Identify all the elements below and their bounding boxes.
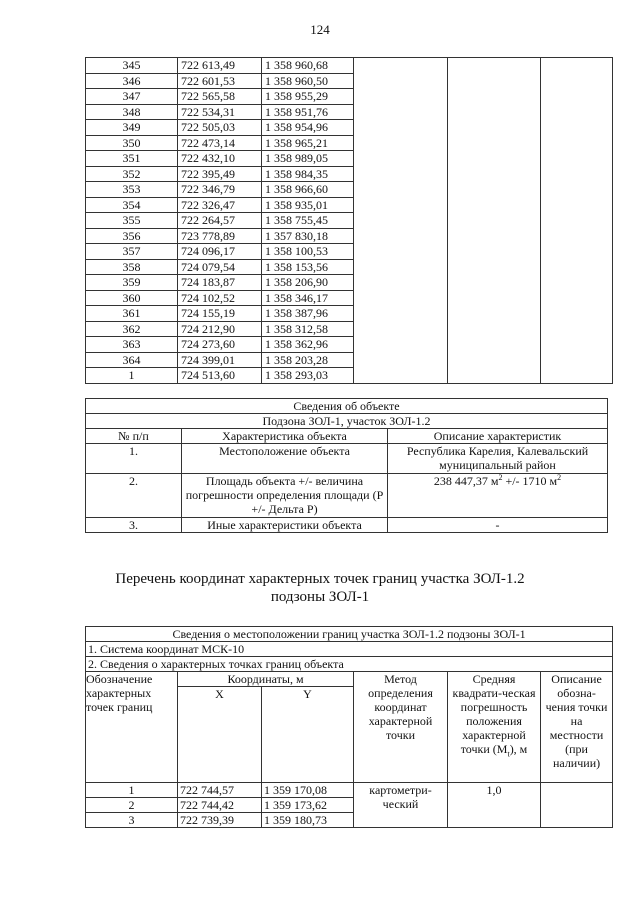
point-number: 360 [86, 290, 178, 306]
point-y: 1 358 955,29 [262, 89, 354, 105]
method-value: картометри-ческий [354, 783, 448, 828]
point-number: 2 [86, 798, 178, 813]
coordinate-system: 1. Система координат МСК-10 [86, 642, 613, 657]
point-x: 724 513,60 [178, 368, 262, 384]
point-number: 349 [86, 120, 178, 136]
point-y: 1 358 100,53 [262, 244, 354, 260]
point-number: 356 [86, 228, 178, 244]
point-x: 724 212,90 [178, 321, 262, 337]
point-number: 355 [86, 213, 178, 229]
description-cell [541, 58, 613, 384]
error-value: 1,0 [448, 783, 541, 828]
point-x: 724 273,60 [178, 337, 262, 353]
point-y: 1 359 180,73 [262, 813, 354, 828]
header-x: X [178, 687, 262, 783]
point-x: 722 505,03 [178, 120, 262, 136]
error-cell [448, 58, 541, 384]
point-number: 353 [86, 182, 178, 198]
section-title-line1: Перечень координат характерных точек границ участка ЗОЛ-1.2 [115, 571, 525, 587]
point-y: 1 358 960,50 [262, 73, 354, 89]
row-description [388, 474, 608, 518]
point-number: 3 [86, 813, 178, 828]
point-number: 351 [86, 151, 178, 167]
point-y: 1 358 206,90 [262, 275, 354, 291]
point-number: 1 [86, 368, 178, 384]
area-unit-sup: 2 [557, 473, 562, 482]
point-y: 1 358 203,28 [262, 352, 354, 368]
point-y: 1 358 312,58 [262, 321, 354, 337]
point-y: 1 359 170,08 [262, 783, 354, 798]
point-x: 724 102,52 [178, 290, 262, 306]
point-y: 1 358 984,35 [262, 166, 354, 182]
object-info-subtitle: Подзона ЗОЛ-1, участок ЗОЛ-1.2 [86, 414, 608, 429]
header-description: Описание характеристик [388, 429, 608, 444]
header-characteristic: Характеристика объекта [182, 429, 388, 444]
location-table-title: Сведения о местоположении границ участка ЗОЛ-1.2 подзоны ЗОЛ-1 [86, 627, 613, 642]
point-x: 722 395,49 [178, 166, 262, 182]
object-info-title: Сведения об объекте [86, 399, 608, 414]
header-method: Метод определения координат характерной точки [354, 672, 448, 783]
point-y: 1 359 173,62 [262, 798, 354, 813]
header-description: Описание обозна-чения точки на местности (при наличии) [541, 672, 613, 783]
point-x: 724 183,87 [178, 275, 262, 291]
header-error-tail: ), м [509, 742, 528, 756]
point-x: 722 739,39 [178, 813, 262, 828]
point-y: 1 358 989,05 [262, 151, 354, 167]
point-x: 722 565,58 [178, 89, 262, 105]
point-x: 724 096,17 [178, 244, 262, 260]
area-unit-sup: 2 [498, 473, 503, 482]
point-y: 1 357 830,18 [262, 228, 354, 244]
point-number: 350 [86, 135, 178, 151]
point-number: 347 [86, 89, 178, 105]
point-y: 1 358 362,96 [262, 337, 354, 353]
page-number: 124 [310, 22, 330, 37]
point-number: 352 [86, 166, 178, 182]
point-x: 723 778,89 [178, 228, 262, 244]
row-characteristic: Иные характеристики объекта [182, 518, 388, 533]
point-x: 722 744,42 [178, 798, 262, 813]
header-error-sub: t [507, 749, 510, 759]
row-characteristic: Площадь объекта +/- величина погрешности определения площади (Р +/- Дельта Р) [182, 474, 388, 518]
point-x: 722 601,53 [178, 73, 262, 89]
header-coords: Координаты, м [178, 672, 354, 687]
coordinates-table-continued [85, 57, 613, 384]
location-table [85, 626, 613, 828]
header-error [448, 672, 541, 783]
point-number: 362 [86, 321, 178, 337]
point-number: 348 [86, 104, 178, 120]
point-x: 724 079,54 [178, 259, 262, 275]
row-description: Республика Карелия, Калевальский муниципальный район [388, 444, 608, 474]
point-y: 1 358 954,96 [262, 120, 354, 136]
point-y: 1 358 951,76 [262, 104, 354, 120]
point-x: 722 432,10 [178, 151, 262, 167]
point-x: 722 613,49 [178, 58, 262, 74]
point-y: 1 358 153,56 [262, 259, 354, 275]
point-y: 1 358 346,17 [262, 290, 354, 306]
header-y: Y [262, 687, 354, 783]
point-number: 346 [86, 73, 178, 89]
area-tolerance: +/- 1710 м [502, 474, 558, 488]
point-number: 345 [86, 58, 178, 74]
point-y: 1 358 965,21 [262, 135, 354, 151]
point-y: 1 358 960,68 [262, 58, 354, 74]
point-x: 722 346,79 [178, 182, 262, 198]
point-x: 724 155,19 [178, 306, 262, 322]
header-num: № п/п [86, 429, 182, 444]
area-value: 238 447,37 м [433, 474, 499, 488]
point-x: 722 473,14 [178, 135, 262, 151]
section-title-line2: подзоны ЗОЛ-1 [270, 589, 370, 605]
point-x: 722 744,57 [178, 783, 262, 798]
point-number: 363 [86, 337, 178, 353]
point-number: 364 [86, 352, 178, 368]
point-y: 1 358 935,01 [262, 197, 354, 213]
table-row [86, 58, 613, 74]
point-number: 1 [86, 783, 178, 798]
row-num: 2. [86, 474, 182, 518]
point-y: 1 358 755,45 [262, 213, 354, 229]
section-title [0, 570, 640, 606]
header-point: Обозначение характерных точек границ [86, 672, 178, 783]
point-x: 722 326,47 [178, 197, 262, 213]
method-cell [354, 58, 448, 384]
header-error-text: Средняя квадрати-ческая погрешность положения характерной точки (M [452, 672, 536, 756]
point-y: 1 358 293,03 [262, 368, 354, 384]
row-num: 1. [86, 444, 182, 474]
point-number: 354 [86, 197, 178, 213]
point-number: 358 [86, 259, 178, 275]
row-description: - [388, 518, 608, 533]
point-y: 1 358 387,96 [262, 306, 354, 322]
point-y: 1 358 966,60 [262, 182, 354, 198]
point-number: 359 [86, 275, 178, 291]
point-x: 724 399,01 [178, 352, 262, 368]
description-value [541, 783, 613, 828]
row-num: 3. [86, 518, 182, 533]
row-characteristic: Местоположение объекта [182, 444, 388, 474]
object-info-table [85, 398, 608, 533]
point-number: 357 [86, 244, 178, 260]
boundary-points-info: 2. Сведения о характерных точках границ объекта [86, 657, 613, 672]
point-x: 722 264,57 [178, 213, 262, 229]
point-number: 361 [86, 306, 178, 322]
point-x: 722 534,31 [178, 104, 262, 120]
